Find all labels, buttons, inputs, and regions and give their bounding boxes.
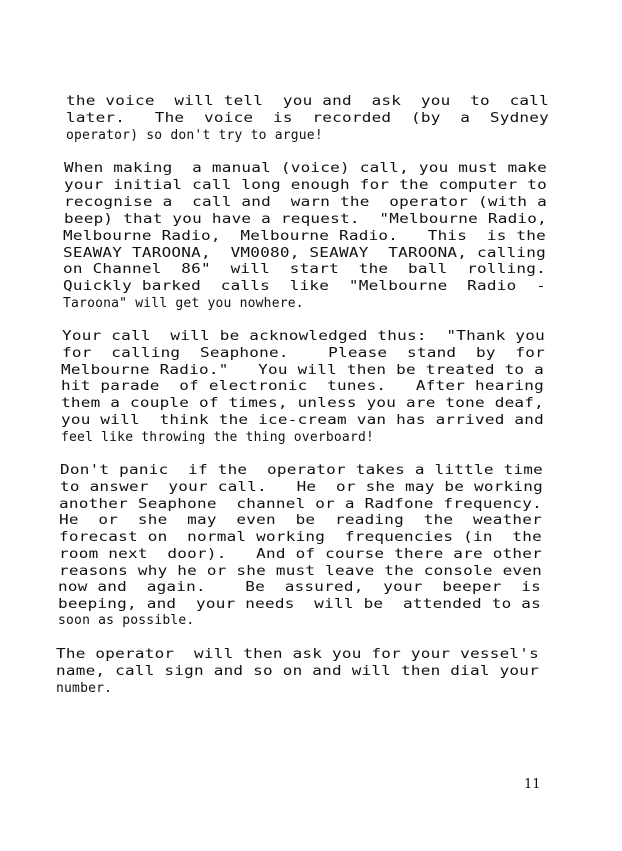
text-line: Your call will be acknowledged thus: "Thank you: [62, 329, 545, 344]
text-line: The operator will then ask you for your vessel's: [56, 647, 539, 662]
text-line: recognise a call and warn the operator (with a: [64, 195, 547, 210]
text-line: feel like throwing the thing overboard!: [61, 430, 375, 445]
text-line: forecast on normal working frequencies (in the: [59, 530, 542, 545]
text-line: now and again. Be assured, your beeper is: [58, 580, 541, 595]
text-line: number.: [56, 681, 113, 696]
text-line: Quickly barked calls like "Melbourne Radio -: [63, 279, 546, 294]
text-line: another Seaphone channel or a Radfone frequency.: [59, 497, 542, 512]
text-line: beeping, and your needs will be attended to as: [58, 597, 541, 612]
text-line: operator) so don't try to argue!: [66, 128, 323, 143]
text-line: Taroona" will get you nowhere.: [63, 296, 304, 311]
text-line: room next door). And of course there are other: [59, 547, 542, 562]
text-line: you will think the ice-cream van has arrived and: [61, 413, 544, 428]
text-line: Melbourne Radio, Melbourne Radio. This is the: [63, 229, 546, 244]
text-line: them a couple of times, unless you are tone deaf,: [61, 396, 544, 411]
text-line: beep) that you have a request. "Melbourne Radio,: [64, 212, 547, 227]
text-line: Don't panic if the operator takes a little time: [60, 463, 543, 478]
text-line: Melbourne Radio." You will then be treated to a: [61, 363, 544, 378]
text-line: name, call sign and so on and will then dial your: [56, 664, 539, 679]
text-line: hit parade of electronic tunes. After hearing: [61, 379, 544, 394]
text-line: on Channel 86" will start the ball rolling.: [63, 262, 546, 277]
text-line: your initial call long enough for the computer to: [64, 178, 547, 193]
text-line: the voice will tell you and ask you to call: [66, 94, 549, 109]
page-number: 11: [524, 777, 541, 792]
text-line: reasons why he or she must leave the console even: [59, 564, 542, 579]
text-line: soon as possible.: [58, 613, 195, 628]
text-line: When making a manual (voice) call, you must make: [64, 161, 547, 176]
text-line: later. The voice is recorded (by a Sydney: [66, 111, 549, 126]
text-line: SEAWAY TAROONA, VM0080, SEAWAY TAROONA, calling: [63, 246, 546, 261]
text-line: for calling Seaphone. Please stand by for: [62, 346, 545, 361]
text-line: to answer your call. He or she may be working: [60, 480, 543, 495]
text-line: He or she may even be reading the weather: [59, 513, 542, 528]
